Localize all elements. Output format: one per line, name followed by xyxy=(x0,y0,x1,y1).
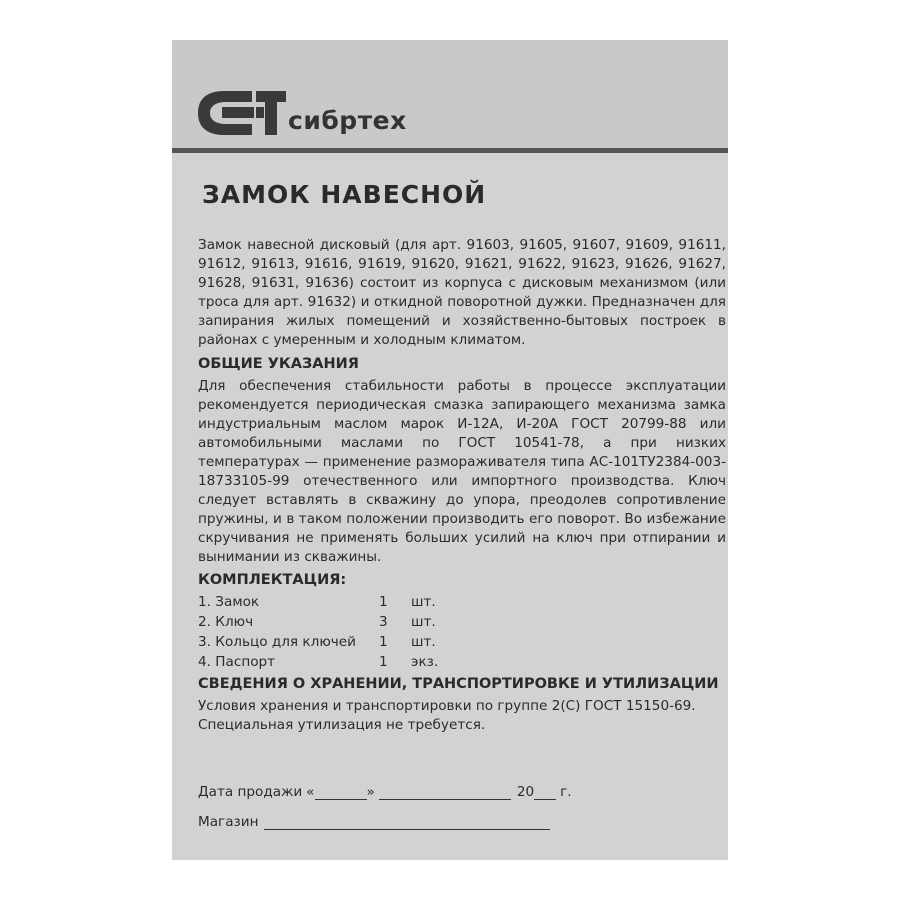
kit-item-qty: 1 xyxy=(379,654,388,670)
day-blank-line xyxy=(315,785,367,800)
open-quote: « xyxy=(306,784,315,800)
storage-section-text: Условия хранения и транспортировки по группе 2(С) ГОСТ 15150-69. Специальная утилизация не требуется. xyxy=(198,698,696,733)
kit-item-name: 3. Кольцо для ключей xyxy=(198,634,357,650)
kit-list xyxy=(198,592,518,672)
year-prefix: 20 xyxy=(516,784,535,800)
list-item xyxy=(198,632,518,652)
kit-item-qty: 1 xyxy=(379,634,388,650)
list-item xyxy=(198,612,518,632)
page-title: ЗАМОК НАВЕСНОЙ xyxy=(202,180,487,209)
store-field xyxy=(198,814,550,830)
brand-name: сибртех xyxy=(288,106,407,135)
kit-item-qty: 1 xyxy=(379,594,388,610)
general-section-text: Для обеспечения стабильности работы в процессе эксплуатации рекомендуется периодическая смазка запирающего механизма замка индустриальным маслом марок И-12А, И-20А ГОСТ 20799-88 или автомобильными маслами по ГОСТ 10541-78, а при низких температурах — применение размораживателя типа АС-101ТУ2384-003-18733105-99 отечественного или импортного производства. Ключ следует вставлять в скважину до упора, преодолев сопротивление пружины, и в таком положении производить его поворот. Во избежание скручивания не применять больших усилий на ключ при отпирании и вынимании из скважины. xyxy=(198,378,726,565)
month-blank-line xyxy=(379,785,511,800)
list-item xyxy=(198,592,518,612)
kit-item-unit: экз. xyxy=(411,654,439,670)
kit-section-title: КОМПЛЕКТАЦИЯ: xyxy=(198,572,347,588)
kit-item-name: 2. Ключ xyxy=(198,614,254,630)
year-suffix: г. xyxy=(560,784,572,800)
general-section-title: ОБЩИЕ УКАЗАНИЯ xyxy=(198,356,359,372)
intro-paragraph: Замок навесной дисковый (для арт. 91603, 91605, 91607, 91609, 91611, 91612, 91613, 91616, 91619, 91620, 91621, 91622, 91623, 91626, 91627, 91628, 91631, 91636) состоит из корпуса с дисковым механизмом (или троса для арт. 91632) и откидной поворотной дужки. Предназначен для запирания жилых помещений и хозяйственно-бытовых построек в районах с умеренным и холодным климатом. xyxy=(198,237,726,348)
header-band xyxy=(172,40,728,153)
kit-item-unit: шт. xyxy=(411,634,436,650)
sale-date-label: Дата продажи xyxy=(198,784,303,800)
kit-item-name: 1. Замок xyxy=(198,594,260,610)
year-blank-line xyxy=(534,785,556,800)
list-item xyxy=(198,652,518,672)
sale-date-field xyxy=(198,784,572,800)
store-blank-line xyxy=(264,815,550,830)
close-quote: » xyxy=(366,784,375,800)
header-divider xyxy=(172,148,728,153)
store-label: Магазин xyxy=(198,814,259,830)
kit-item-unit: шт. xyxy=(411,594,436,610)
kit-item-unit: шт. xyxy=(411,614,436,630)
kit-item-name: 4. Паспорт xyxy=(198,654,276,670)
kit-item-qty: 3 xyxy=(379,614,388,630)
instruction-sheet xyxy=(172,40,728,860)
storage-section-title: СВЕДЕНИЯ О ХРАНЕНИИ, ТРАНСПОРТИРОВКЕ И УТИЛИЗАЦИИ xyxy=(198,676,719,692)
